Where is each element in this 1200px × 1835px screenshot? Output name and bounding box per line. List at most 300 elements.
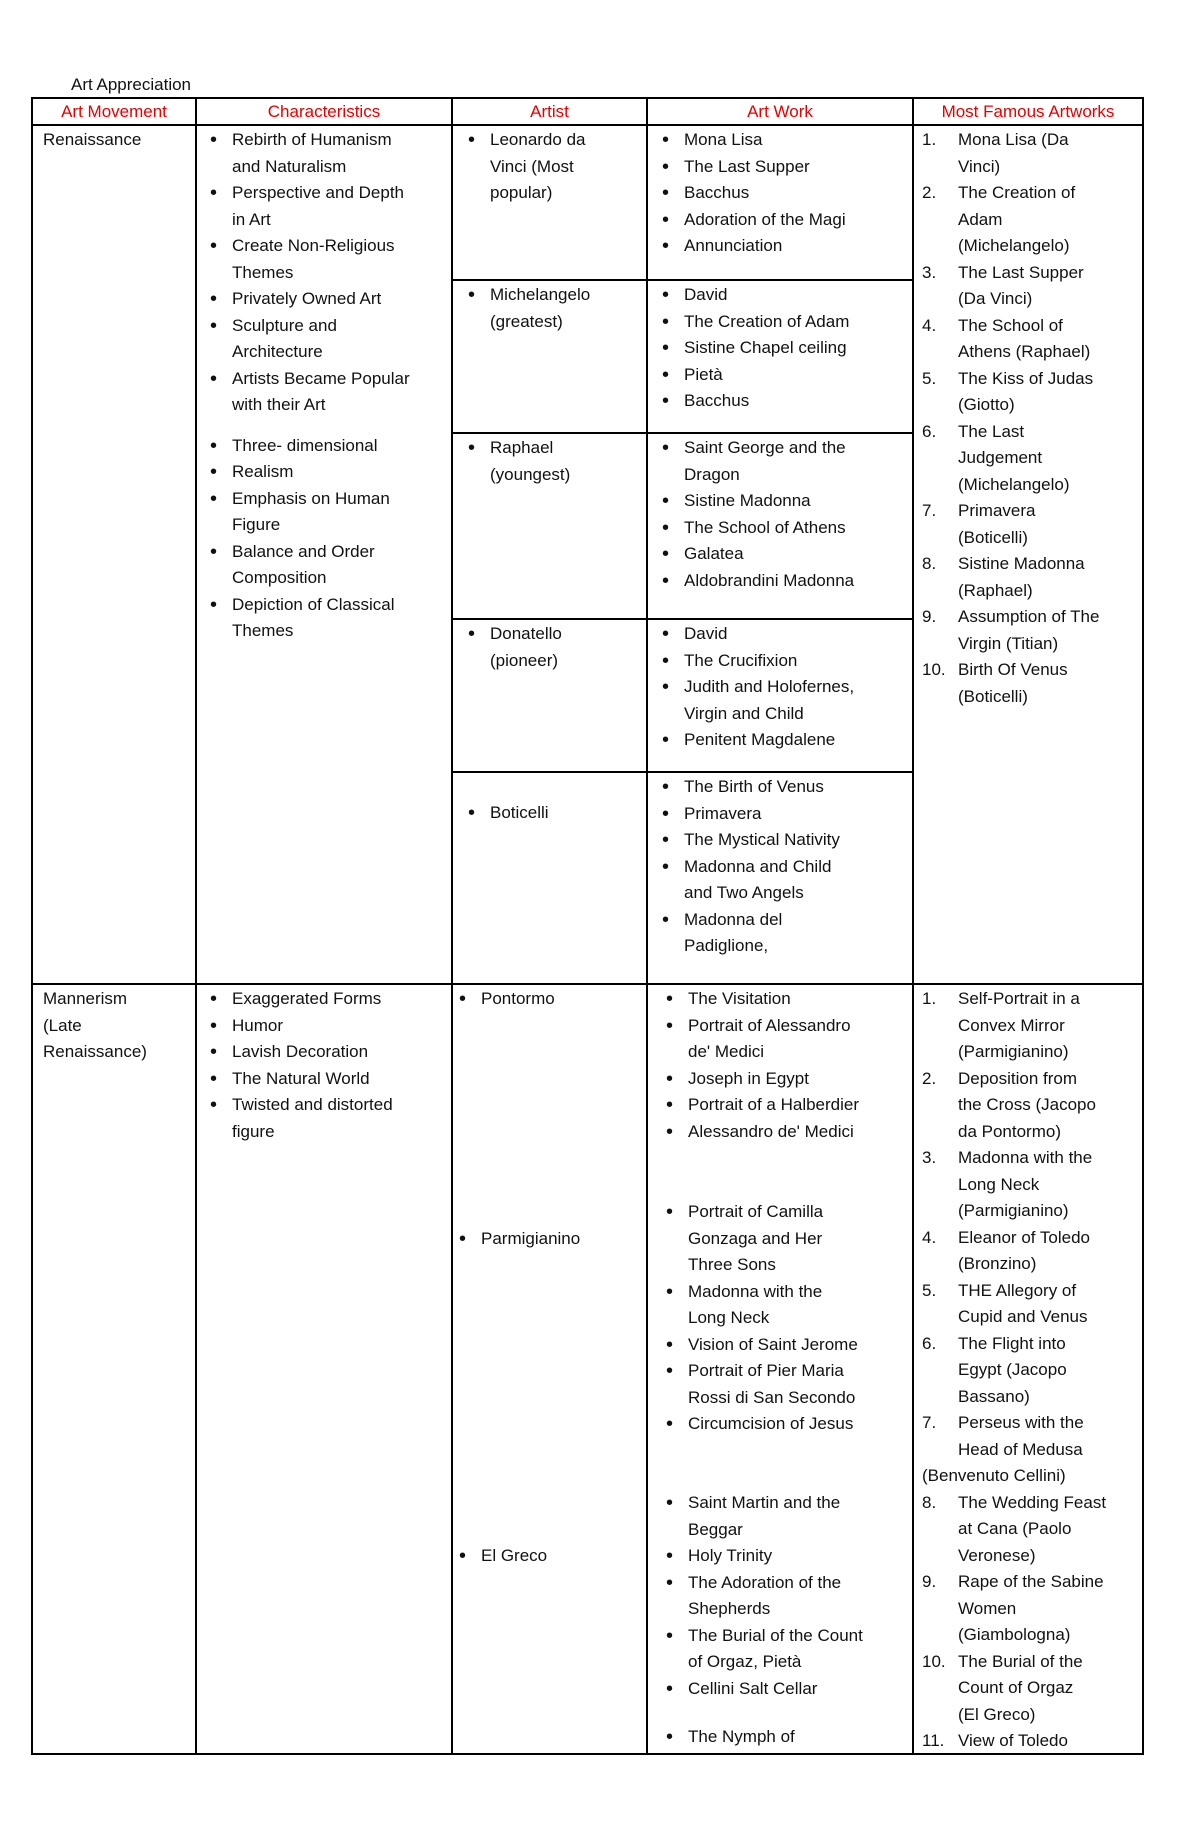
artwork-title-line: Head of Medusa <box>958 1439 1083 1459</box>
artwork-title <box>958 1413 1084 1459</box>
artwork-title-line: Count of Orgaz <box>958 1678 1074 1697</box>
artwork-cell <box>658 435 908 594</box>
famous-artwork-item <box>922 313 1142 366</box>
item-number: 4. <box>922 315 937 335</box>
item-number: 7. <box>922 501 937 520</box>
characteristic-item-text: Exaggerated Forms <box>232 989 382 1008</box>
characteristic-item <box>206 539 446 592</box>
artwork-item <box>658 335 908 362</box>
item-number: 2. <box>922 1068 937 1088</box>
artwork-item-text: of Orgaz, Pietà <box>688 1652 802 1671</box>
artwork-item <box>662 1570 910 1623</box>
header-divider <box>31 124 1144 126</box>
artwork-item <box>658 621 908 648</box>
artwork-item-text: de' Medici <box>688 1042 765 1061</box>
artwork-item <box>662 1199 910 1279</box>
famous-artwork-item <box>922 260 1142 313</box>
artwork-item-text: Saint Martin and the <box>688 1493 841 1512</box>
artwork-title-line: Convex Mirror <box>958 1015 1065 1035</box>
artwork-title <box>958 1652 1083 1724</box>
artwork-item <box>658 388 908 415</box>
artwork-item <box>658 207 908 234</box>
famous-artworks-list <box>922 986 1142 1755</box>
spacer <box>206 419 446 433</box>
characteristic-item-text: Depiction of Classical <box>232 594 395 614</box>
artist-cell <box>464 127 644 207</box>
artwork-title-line: (Raphael) <box>958 580 1033 600</box>
artwork-title-line: Assumption of The <box>958 607 1100 626</box>
artwork-title-line: Vinci) <box>958 156 1001 176</box>
artwork-cell <box>658 621 908 754</box>
artwork-title-line: Egypt (Jacopo <box>958 1360 1067 1379</box>
artwork-item-text: Joseph in Egypt <box>688 1068 809 1088</box>
artwork-item-text: The School of Athens <box>684 517 846 537</box>
artwork-item-text: The Birth of Venus <box>684 777 824 796</box>
artist-item-list <box>464 282 644 335</box>
famous-artwork-item <box>922 1410 1142 1463</box>
artwork-item <box>662 1623 910 1676</box>
characteristic-item <box>206 1013 446 1040</box>
famous-artwork-item <box>922 657 1142 710</box>
characteristic-item <box>206 180 446 233</box>
artwork-item-text: The Last Supper <box>684 156 810 176</box>
item-number: 6. <box>922 421 937 441</box>
artwork-title-line: (Michelangelo) <box>958 236 1070 255</box>
artwork-item-text: Holy Trinity <box>688 1546 773 1565</box>
characteristic-item-text: Themes <box>232 262 294 282</box>
artwork-title-line: Long Neck <box>958 1174 1040 1194</box>
artist-item <box>464 127 644 207</box>
artwork-item <box>658 233 908 260</box>
artist-item-list <box>455 1543 645 1570</box>
item-number: 8. <box>922 554 937 573</box>
artwork-item <box>662 1013 910 1066</box>
characteristic-item-text: and Naturalism <box>232 156 347 176</box>
header-characteristics: Characteristics <box>267 102 381 121</box>
movement-renaissance <box>43 127 193 154</box>
artist-cell <box>455 1226 645 1253</box>
artwork-item <box>658 648 908 675</box>
artwork-item <box>662 1490 910 1543</box>
artwork-title <box>958 501 1035 547</box>
column-divider <box>451 97 453 1755</box>
artwork-item-text: Madonna and Child <box>684 856 832 876</box>
artwork-item-text: Portrait of Alessandro <box>688 1015 851 1035</box>
artist-item <box>464 435 644 488</box>
artwork-item-text: Annunciation <box>684 236 783 255</box>
artist-item-text: Leonardo da <box>490 130 586 149</box>
movement-name: (Late <box>43 1015 82 1035</box>
characteristic-item <box>206 592 446 645</box>
famous-artworks-list <box>922 127 1142 710</box>
artist-item-text: El Greco <box>481 1546 548 1565</box>
artwork-title <box>958 422 1070 494</box>
artwork-cell <box>662 1724 910 1751</box>
artist-item <box>455 1226 645 1253</box>
famous-artwork-item <box>922 604 1142 657</box>
table-border-right <box>1142 97 1144 1755</box>
artwork-title-line: Birth Of Venus <box>958 660 1068 679</box>
artwork-cell <box>662 1490 910 1702</box>
artwork-item <box>658 127 908 154</box>
artwork-item <box>662 986 910 1013</box>
artwork-title <box>958 1572 1104 1644</box>
artwork-item <box>658 362 908 389</box>
artwork-title-line: (Da Vinci) <box>958 289 1033 308</box>
artwork-item-text: and Two Angels <box>684 883 804 902</box>
famous-artwork-item <box>922 366 1142 419</box>
item-number: 6. <box>922 1333 937 1353</box>
characteristic-item-text: Three- dimensional <box>232 435 378 455</box>
artwork-title-line: Madonna with the <box>958 1148 1093 1167</box>
famous-artwork-item <box>922 1331 1142 1411</box>
artist-item-text: (youngest) <box>490 464 571 484</box>
artwork-title-line: Perseus with the <box>958 1413 1084 1432</box>
artwork-item-text: Cellini Salt Cellar <box>688 1678 818 1698</box>
characteristic-item <box>206 313 446 366</box>
characteristic-item <box>206 986 446 1013</box>
artwork-item <box>658 727 908 754</box>
characteristic-item <box>206 1092 446 1145</box>
artwork-title-line: Self-Portrait in a <box>958 989 1080 1008</box>
artwork-item-text: Beggar <box>688 1519 743 1539</box>
artwork-item-text: The Mystical Nativity <box>684 830 840 849</box>
characteristic-item-text: The Natural World <box>232 1068 370 1088</box>
artist-item-list <box>464 621 644 674</box>
characteristics-renaissance <box>206 127 446 645</box>
characteristic-item-text: Rebirth of Humanism <box>232 130 392 149</box>
artwork-item-text: Bacchus <box>684 391 750 410</box>
artwork-item <box>658 907 908 960</box>
artwork-title-line: The Last <box>958 421 1025 441</box>
artwork-item-text: The Nymph of <box>688 1727 795 1746</box>
artist-item-list <box>464 800 644 827</box>
artwork-item-text: The Visitation <box>688 989 791 1008</box>
artwork-title-line: (Giotto) <box>958 395 1015 414</box>
artwork-title <box>922 1466 1066 1485</box>
artwork-cell <box>658 774 908 960</box>
artwork-title-line: the Cross (Jacopo <box>958 1095 1096 1114</box>
famous-artwork-item <box>922 1225 1142 1278</box>
artist-item-text: Raphael <box>490 438 554 457</box>
artwork-item-list <box>658 774 908 960</box>
artwork-cell <box>662 1199 910 1438</box>
artwork-item <box>662 1066 910 1093</box>
famous-artwork-item <box>922 986 1142 1066</box>
famous-artwork-item <box>922 419 1142 499</box>
characteristic-item <box>206 459 446 486</box>
item-number: 3. <box>922 1148 937 1167</box>
artist-item <box>455 986 645 1013</box>
item-number: 1. <box>922 130 937 149</box>
characteristics-mannerism <box>206 986 446 1145</box>
artwork-cell <box>662 986 910 1145</box>
artwork-title-line: da Pontormo) <box>958 1121 1061 1141</box>
document-title: Art Appreciation <box>71 75 192 94</box>
artwork-cell <box>658 127 908 260</box>
characteristic-item-text: Privately Owned Art <box>232 289 382 308</box>
artwork-title-line: (Boticelli) <box>958 527 1028 547</box>
artwork-title-line: The Flight into <box>958 1333 1066 1353</box>
artwork-item <box>662 1411 910 1438</box>
artwork-item-text: Sistine Chapel ceiling <box>684 338 847 357</box>
artwork-title-line: Deposition from <box>958 1068 1078 1088</box>
characteristic-item-text: Emphasis on Human <box>232 488 390 508</box>
column-divider <box>195 97 197 1755</box>
characteristic-item <box>206 286 446 313</box>
artwork-item-text: Gonzaga and Her <box>688 1228 823 1248</box>
famous-artwork-item <box>922 1463 1142 1490</box>
famous-artwork-item <box>922 127 1142 180</box>
header-most-famous-artworks: Most Famous Artworks <box>941 102 1115 121</box>
artwork-item-text: Dragon <box>684 464 740 484</box>
characteristic-item-text: Artists Became Popular <box>232 368 410 388</box>
artwork-title-line: Rape of the Sabine <box>958 1572 1104 1591</box>
artist-item-text: popular) <box>490 183 553 202</box>
artwork-item <box>658 488 908 515</box>
artwork-item-text: The Crucifixion <box>684 650 798 670</box>
artist-item <box>464 621 644 674</box>
artwork-item-text: The Adoration of the <box>688 1572 842 1592</box>
artist-item-list <box>455 986 645 1013</box>
characteristic-item-text: Perspective and Depth <box>232 183 404 202</box>
item-number: 7. <box>922 1413 937 1432</box>
artwork-title-line: THE Allegory of <box>958 1280 1077 1300</box>
artwork-item <box>662 1119 910 1146</box>
artwork-item <box>662 1279 910 1332</box>
artwork-item-text: David <box>684 624 728 643</box>
artwork-item-text: Long Neck <box>688 1308 770 1327</box>
artwork-title-line: Adam <box>958 209 1003 229</box>
artwork-item-text: Rossi di San Secondo <box>688 1387 856 1407</box>
artwork-title <box>958 554 1085 600</box>
artwork-item <box>658 568 908 595</box>
artwork-item-list <box>662 1199 910 1438</box>
artwork-title-line: Mona Lisa (Da <box>958 130 1069 149</box>
artwork-title-line: Cupid and Venus <box>958 1307 1088 1326</box>
characteristic-item-text: Themes <box>232 621 294 640</box>
characteristic-item <box>206 1066 446 1093</box>
item-number: 3. <box>922 262 937 282</box>
movement-name: Mannerism <box>43 989 128 1008</box>
characteristic-item <box>206 433 446 460</box>
famous-artwork-item <box>922 551 1142 604</box>
artwork-item-text: Primavera <box>684 803 762 823</box>
artwork-item <box>658 515 908 542</box>
artwork-item-text: Alessandro de' Medici <box>688 1121 854 1141</box>
item-number: 10. <box>922 1651 946 1671</box>
column-divider <box>912 97 914 1755</box>
famous-renaissance <box>922 127 1142 710</box>
characteristic-item <box>206 366 446 419</box>
artwork-item-list <box>662 1724 910 1751</box>
movement-name: Renaissance <box>43 130 142 149</box>
artwork-title <box>958 989 1080 1061</box>
artwork-title-line: The Kiss of Judas <box>958 368 1094 388</box>
characteristic-item-list <box>206 986 446 1145</box>
famous-artwork-item <box>922 1649 1142 1729</box>
artwork-title-line: at Cana (Paolo <box>958 1519 1072 1538</box>
characteristic-item-text: Sculpture and <box>232 315 337 335</box>
artist-item-text: Donatello <box>490 624 562 643</box>
characteristic-item-list <box>206 127 446 419</box>
artwork-title-line: (El Greco) <box>958 1704 1036 1724</box>
artwork-item <box>658 435 908 488</box>
artwork-item-text: Madonna del <box>684 909 783 929</box>
artwork-item-text: Portrait of a Halberdier <box>688 1095 860 1114</box>
artwork-title-line: The Burial of the <box>958 1651 1083 1671</box>
table-border-top <box>31 97 1144 99</box>
artwork-title-line: The Creation of <box>958 183 1076 202</box>
artist-item-text: (pioneer) <box>490 650 559 670</box>
artist-item-text: (greatest) <box>490 311 563 331</box>
artwork-title <box>958 130 1069 176</box>
artwork-title-line: (Parmigianino) <box>958 1201 1069 1220</box>
characteristic-item-text: Architecture <box>232 342 323 361</box>
artwork-item-list <box>658 621 908 754</box>
artwork-item-text: Adoration of the Magi <box>684 209 846 229</box>
artist-cell <box>455 1543 645 1570</box>
artist-item <box>464 282 644 335</box>
artwork-item-text: Sistine Madonna <box>684 491 811 510</box>
artist-item-list <box>464 435 644 488</box>
artwork-item-list <box>662 1490 910 1702</box>
artwork-title <box>958 1069 1096 1141</box>
artwork-title <box>958 263 1084 309</box>
artwork-title-line: The School of <box>958 315 1063 335</box>
artwork-item-text: The Creation of Adam <box>684 311 850 331</box>
artwork-title-line: (Michelangelo) <box>958 474 1070 494</box>
item-number: 5. <box>922 368 937 388</box>
famous-artwork-item <box>922 1145 1142 1225</box>
artwork-item-text: Bacchus <box>684 183 750 202</box>
artwork-title-line: Sistine Madonna <box>958 554 1085 573</box>
artwork-item <box>662 1724 910 1751</box>
artwork-title-line: (Parmigianino) <box>958 1042 1069 1061</box>
item-number: 5. <box>922 1280 937 1300</box>
artwork-title-line: Virgin (Titian) <box>958 633 1059 653</box>
artwork-item <box>658 801 908 828</box>
artwork-item-text: Pietà <box>684 364 723 384</box>
artwork-cell <box>658 282 908 415</box>
artwork-item <box>662 1676 910 1703</box>
famous-artwork-item <box>922 1490 1142 1570</box>
item-number: 10. <box>922 660 946 679</box>
characteristic-item-text: Figure <box>232 515 281 534</box>
artwork-item <box>662 1543 910 1570</box>
artist-item-list <box>464 127 644 207</box>
characteristic-item-list <box>206 433 446 645</box>
row-divider <box>451 618 914 620</box>
artwork-title <box>958 660 1068 706</box>
header-art-movement: Art Movement <box>61 102 167 121</box>
artwork-title <box>958 1228 1090 1274</box>
item-number: 4. <box>922 1227 937 1247</box>
artwork-title-line: View of Toledo <box>958 1731 1068 1750</box>
famous-artwork-item <box>922 1278 1142 1331</box>
famous-artwork-item <box>922 1728 1142 1755</box>
characteristic-item-text: with their Art <box>232 395 326 414</box>
artwork-title <box>958 1148 1092 1220</box>
section-divider <box>31 983 1144 985</box>
artist-item-list <box>455 1226 645 1253</box>
artwork-title-line: Primavera <box>958 501 1036 520</box>
artwork-item-list <box>658 435 908 594</box>
artwork-title-line: (Bronzino) <box>958 1254 1037 1273</box>
characteristic-item-text: Twisted and distorted <box>232 1095 393 1114</box>
characteristic-item-text: Lavish Decoration <box>232 1042 369 1061</box>
row-divider <box>451 432 914 434</box>
artwork-title-line: (Benvenuto Cellini) <box>922 1466 1066 1485</box>
artist-cell <box>464 282 644 335</box>
artwork-item <box>662 1332 910 1359</box>
artwork-item-list <box>662 986 910 1145</box>
characteristic-item-text: Composition <box>232 568 327 587</box>
artwork-item-text: Three Sons <box>688 1255 776 1274</box>
artwork-item <box>658 154 908 181</box>
artist-item <box>464 800 644 827</box>
artwork-item-text: Penitent Magdalene <box>684 730 836 749</box>
artwork-item-list <box>658 282 908 415</box>
famous-artwork-item <box>922 180 1142 260</box>
artwork-item-text: Judith and Holofernes, <box>684 677 855 696</box>
artwork-title <box>958 183 1075 255</box>
artist-item-text: Boticelli <box>490 803 549 822</box>
artwork-item-text: Circumcision of Jesus <box>688 1414 854 1433</box>
characteristic-item-text: Humor <box>232 1015 284 1035</box>
characteristic-item-text: Balance and Order <box>232 541 375 561</box>
artwork-item-text: Shepherds <box>688 1599 771 1618</box>
artwork-item <box>658 309 908 336</box>
artwork-title <box>958 369 1093 415</box>
artist-item-text: Michelangelo <box>490 285 591 304</box>
artwork-title <box>958 1334 1067 1406</box>
artwork-item <box>658 180 908 207</box>
artwork-item-text: Aldobrandini Madonna <box>684 570 855 590</box>
artwork-item <box>658 827 908 854</box>
artist-item <box>455 1543 645 1570</box>
artwork-item-text: Virgin and Child <box>684 703 804 723</box>
artwork-title-line: (Boticelli) <box>958 686 1028 706</box>
artwork-item <box>662 1092 910 1119</box>
artwork-item-text: Portrait of Camilla <box>688 1202 824 1221</box>
artwork-item <box>662 1358 910 1411</box>
artwork-title-line: The Last Supper <box>958 262 1084 282</box>
artwork-title-line: Bassano) <box>958 1386 1030 1406</box>
artwork-item <box>658 674 908 727</box>
characteristic-item <box>206 1039 446 1066</box>
artwork-title-line: Eleanor of Toledo <box>958 1227 1091 1247</box>
artist-cell <box>455 986 645 1013</box>
artwork-item <box>658 774 908 801</box>
artwork-title-line: (Giambologna) <box>958 1625 1071 1644</box>
famous-artwork-item <box>922 498 1142 551</box>
artwork-item <box>658 854 908 907</box>
artwork-item <box>658 541 908 568</box>
artwork-title <box>958 316 1090 362</box>
artist-cell <box>464 621 644 674</box>
row-divider <box>451 279 914 281</box>
artist-item-text: Parmigianino <box>481 1229 581 1248</box>
header-artist: Artist <box>530 102 569 121</box>
characteristic-item <box>206 127 446 180</box>
artwork-title <box>958 1281 1088 1327</box>
item-number: 8. <box>922 1492 937 1512</box>
item-number: 9. <box>922 607 937 626</box>
artwork-title-line: Women <box>958 1598 1017 1618</box>
famous-artwork-item <box>922 1569 1142 1649</box>
characteristic-item-text: Realism <box>232 462 294 481</box>
